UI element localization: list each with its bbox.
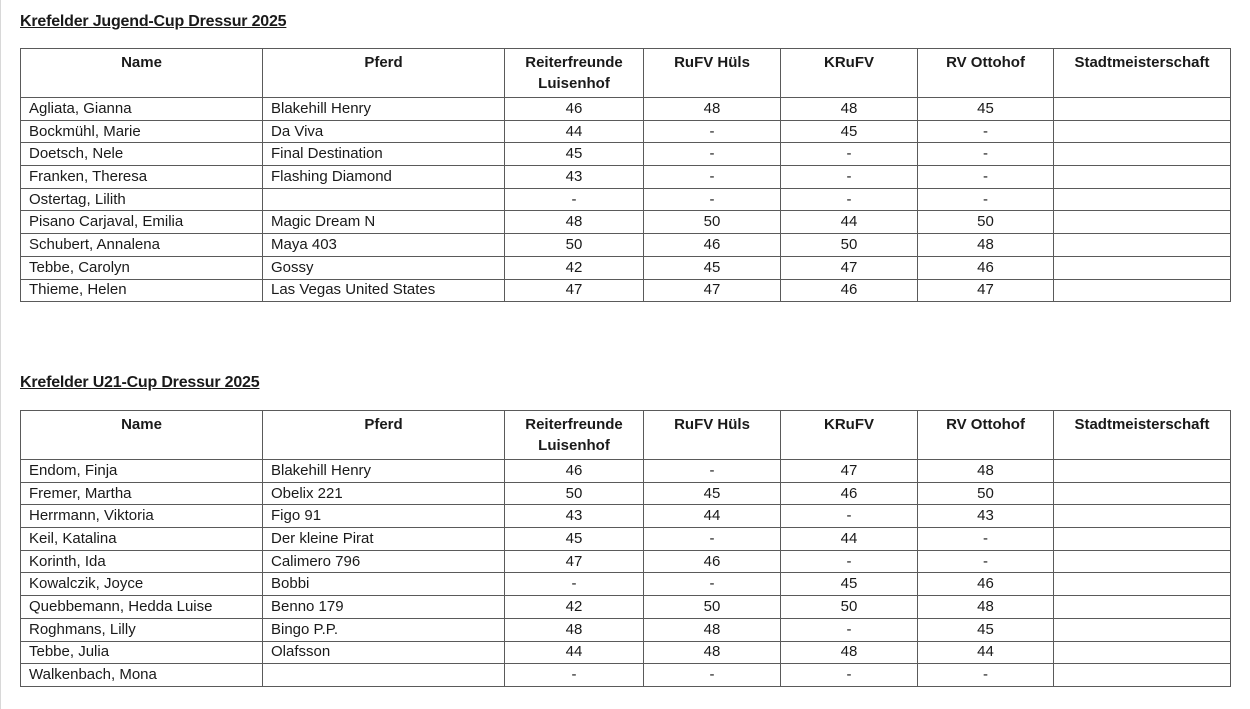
header-name: Name bbox=[21, 49, 263, 98]
cell-rider-name: Kowalczik, Joyce bbox=[21, 573, 263, 596]
header-rufv-huels: RuFV Hüls bbox=[644, 411, 781, 460]
cell-score-rufv-huels: 50 bbox=[644, 596, 781, 619]
cell-score-stadtmeisterschaft bbox=[1054, 505, 1231, 528]
header-reiterfreunde-luisenhof: Reiterfreunde Luisenhof bbox=[505, 49, 644, 98]
cell-score-rv-ottohof: 48 bbox=[918, 460, 1054, 483]
u21-cup-title: Krefelder U21-Cup Dressur 2025 bbox=[20, 374, 260, 391]
cell-score-rufv-huels: - bbox=[644, 120, 781, 143]
cell-score-stadtmeisterschaft bbox=[1054, 550, 1231, 573]
cell-rider-name: Bockmühl, Marie bbox=[21, 120, 263, 143]
cell-rider-name: Tebbe, Carolyn bbox=[21, 256, 263, 279]
cell-score-stadtmeisterschaft bbox=[1054, 618, 1231, 641]
cell-score-stadtmeisterschaft bbox=[1054, 460, 1231, 483]
table-row bbox=[21, 528, 1231, 551]
cell-score-rufv-huels: 47 bbox=[644, 279, 781, 302]
cell-score-krufv: - bbox=[781, 166, 918, 189]
cell-score-reiterfreunde-luisenhof: 48 bbox=[505, 618, 644, 641]
cell-rider-name: Pisano Carjaval, Emilia bbox=[21, 211, 263, 234]
table-row bbox=[21, 573, 1231, 596]
header-stadtmeisterschaft: Stadtmeisterschaft bbox=[1054, 49, 1231, 98]
cell-rider-name: Ostertag, Lilith bbox=[21, 188, 263, 211]
cell-score-reiterfreunde-luisenhof: 42 bbox=[505, 256, 644, 279]
table-row bbox=[21, 460, 1231, 483]
cell-score-reiterfreunde-luisenhof: 50 bbox=[505, 482, 644, 505]
cell-score-reiterfreunde-luisenhof: - bbox=[505, 188, 644, 211]
cell-score-krufv: 45 bbox=[781, 573, 918, 596]
cell-horse: Calimero 796 bbox=[263, 550, 505, 573]
table-row bbox=[21, 143, 1231, 166]
cell-horse: Obelix 221 bbox=[263, 482, 505, 505]
cell-score-stadtmeisterschaft bbox=[1054, 256, 1231, 279]
cell-score-reiterfreunde-luisenhof: - bbox=[505, 573, 644, 596]
cell-rider-name: Herrmann, Viktoria bbox=[21, 505, 263, 528]
header-horse: Pferd bbox=[263, 49, 505, 98]
cell-score-reiterfreunde-luisenhof: 50 bbox=[505, 234, 644, 257]
cell-score-stadtmeisterschaft bbox=[1054, 482, 1231, 505]
table-row bbox=[21, 618, 1231, 641]
cell-score-stadtmeisterschaft bbox=[1054, 641, 1231, 664]
table-row bbox=[21, 188, 1231, 211]
cell-score-reiterfreunde-luisenhof: - bbox=[505, 664, 644, 687]
cell-score-rv-ottohof: 45 bbox=[918, 618, 1054, 641]
cell-score-rufv-huels: 45 bbox=[644, 482, 781, 505]
cell-score-reiterfreunde-luisenhof: 44 bbox=[505, 641, 644, 664]
cell-score-rv-ottohof: - bbox=[918, 120, 1054, 143]
cell-score-rufv-huels: 50 bbox=[644, 211, 781, 234]
cell-score-krufv: 44 bbox=[781, 528, 918, 551]
cell-score-reiterfreunde-luisenhof: 45 bbox=[505, 528, 644, 551]
cell-rider-name: Korinth, Ida bbox=[21, 550, 263, 573]
table-row bbox=[21, 505, 1231, 528]
u21-cup-table bbox=[20, 410, 1231, 687]
header-rv-ottohof: RV Ottohof bbox=[918, 411, 1054, 460]
cell-score-rufv-huels: - bbox=[644, 573, 781, 596]
header-rv-ottohof: RV Ottohof bbox=[918, 49, 1054, 98]
table-row bbox=[21, 550, 1231, 573]
cell-score-stadtmeisterschaft bbox=[1054, 188, 1231, 211]
cell-score-rufv-huels: 48 bbox=[644, 641, 781, 664]
cell-horse: Da Viva bbox=[263, 120, 505, 143]
cell-score-krufv: - bbox=[781, 550, 918, 573]
cell-score-rv-ottohof: 50 bbox=[918, 211, 1054, 234]
cell-score-krufv: 46 bbox=[781, 482, 918, 505]
cell-rider-name: Walkenbach, Mona bbox=[21, 664, 263, 687]
cell-score-rv-ottohof: 50 bbox=[918, 482, 1054, 505]
cell-horse: Maya 403 bbox=[263, 234, 505, 257]
cell-score-stadtmeisterschaft bbox=[1054, 528, 1231, 551]
cell-horse: Final Destination bbox=[263, 143, 505, 166]
cell-score-rv-ottohof: 46 bbox=[918, 256, 1054, 279]
cell-score-rufv-huels: 45 bbox=[644, 256, 781, 279]
cell-score-rv-ottohof: 45 bbox=[918, 98, 1054, 121]
u21-cup-rows bbox=[21, 460, 1231, 687]
table-row bbox=[21, 279, 1231, 302]
table-row bbox=[21, 596, 1231, 619]
cell-score-krufv: 50 bbox=[781, 234, 918, 257]
header-name: Name bbox=[21, 411, 263, 460]
table-row bbox=[21, 211, 1231, 234]
table-row bbox=[21, 234, 1231, 257]
cell-score-krufv: 48 bbox=[781, 98, 918, 121]
cell-horse: Magic Dream N bbox=[263, 211, 505, 234]
cell-score-rufv-huels: - bbox=[644, 528, 781, 551]
cell-score-rufv-huels: - bbox=[644, 460, 781, 483]
cell-score-rv-ottohof: 47 bbox=[918, 279, 1054, 302]
cell-score-stadtmeisterschaft bbox=[1054, 279, 1231, 302]
cell-horse: Gossy bbox=[263, 256, 505, 279]
cell-score-krufv: - bbox=[781, 618, 918, 641]
cell-horse: Olafsson bbox=[263, 641, 505, 664]
cell-score-krufv: - bbox=[781, 664, 918, 687]
header-krufv: KRuFV bbox=[781, 49, 918, 98]
cell-score-rv-ottohof: - bbox=[918, 166, 1054, 189]
cell-score-stadtmeisterschaft bbox=[1054, 573, 1231, 596]
cell-score-stadtmeisterschaft bbox=[1054, 664, 1231, 687]
table-row bbox=[21, 120, 1231, 143]
cell-rider-name: Quebbemann, Hedda Luise bbox=[21, 596, 263, 619]
cell-rider-name: Tebbe, Julia bbox=[21, 641, 263, 664]
cell-rider-name: Agliata, Gianna bbox=[21, 98, 263, 121]
cell-score-krufv: - bbox=[781, 188, 918, 211]
cell-score-stadtmeisterschaft bbox=[1054, 234, 1231, 257]
cell-score-rv-ottohof: 46 bbox=[918, 573, 1054, 596]
cell-score-krufv: 50 bbox=[781, 596, 918, 619]
cell-score-krufv: 48 bbox=[781, 641, 918, 664]
cell-score-reiterfreunde-luisenhof: 48 bbox=[505, 211, 644, 234]
table-row bbox=[21, 641, 1231, 664]
cell-score-stadtmeisterschaft bbox=[1054, 166, 1231, 189]
cell-score-rufv-huels: - bbox=[644, 664, 781, 687]
cell-horse: Flashing Diamond bbox=[263, 166, 505, 189]
cell-score-reiterfreunde-luisenhof: 47 bbox=[505, 550, 644, 573]
cell-score-rv-ottohof: 48 bbox=[918, 596, 1054, 619]
table-row bbox=[21, 482, 1231, 505]
cell-score-rv-ottohof: 44 bbox=[918, 641, 1054, 664]
header-horse: Pferd bbox=[263, 411, 505, 460]
cell-score-rufv-huels: - bbox=[644, 188, 781, 211]
cell-score-reiterfreunde-luisenhof: 46 bbox=[505, 460, 644, 483]
cell-rider-name: Endom, Finja bbox=[21, 460, 263, 483]
cell-score-rufv-huels: - bbox=[644, 143, 781, 166]
cell-horse: Bobbi bbox=[263, 573, 505, 596]
cell-horse bbox=[263, 664, 505, 687]
cell-score-stadtmeisterschaft bbox=[1054, 211, 1231, 234]
cell-score-rv-ottohof: - bbox=[918, 143, 1054, 166]
cell-rider-name: Fremer, Martha bbox=[21, 482, 263, 505]
cell-score-rv-ottohof: - bbox=[918, 188, 1054, 211]
table-row bbox=[21, 98, 1231, 121]
cell-score-reiterfreunde-luisenhof: 43 bbox=[505, 166, 644, 189]
cell-score-rufv-huels: 48 bbox=[644, 98, 781, 121]
cell-score-reiterfreunde-luisenhof: 42 bbox=[505, 596, 644, 619]
table-row bbox=[21, 664, 1231, 687]
cell-score-rv-ottohof: - bbox=[918, 550, 1054, 573]
cell-rider-name: Doetsch, Nele bbox=[21, 143, 263, 166]
header-stadtmeisterschaft: Stadtmeisterschaft bbox=[1054, 411, 1231, 460]
header-reiterfreunde-luisenhof: Reiterfreunde Luisenhof bbox=[505, 411, 644, 460]
cell-score-rufv-huels: 46 bbox=[644, 550, 781, 573]
cell-score-rufv-huels: 48 bbox=[644, 618, 781, 641]
table-row bbox=[21, 166, 1231, 189]
cell-score-reiterfreunde-luisenhof: 46 bbox=[505, 98, 644, 121]
cell-score-stadtmeisterschaft bbox=[1054, 120, 1231, 143]
table-row bbox=[21, 256, 1231, 279]
cell-score-stadtmeisterschaft bbox=[1054, 98, 1231, 121]
cell-score-rv-ottohof: - bbox=[918, 664, 1054, 687]
cell-score-rv-ottohof: 48 bbox=[918, 234, 1054, 257]
cell-score-krufv: 45 bbox=[781, 120, 918, 143]
cell-score-reiterfreunde-luisenhof: 44 bbox=[505, 120, 644, 143]
cell-score-rv-ottohof: - bbox=[918, 528, 1054, 551]
jugend-cup-rows bbox=[21, 98, 1231, 302]
header-krufv: KRuFV bbox=[781, 411, 918, 460]
cell-score-krufv: 46 bbox=[781, 279, 918, 302]
cell-rider-name: Roghmans, Lilly bbox=[21, 618, 263, 641]
cell-horse: Figo 91 bbox=[263, 505, 505, 528]
table-header-row bbox=[21, 49, 1231, 98]
cell-score-rufv-huels: 46 bbox=[644, 234, 781, 257]
cell-score-krufv: - bbox=[781, 505, 918, 528]
header-rufv-huels: RuFV Hüls bbox=[644, 49, 781, 98]
cell-score-rufv-huels: - bbox=[644, 166, 781, 189]
cell-score-reiterfreunde-luisenhof: 47 bbox=[505, 279, 644, 302]
cell-score-reiterfreunde-luisenhof: 43 bbox=[505, 505, 644, 528]
cell-score-krufv: 44 bbox=[781, 211, 918, 234]
cell-score-reiterfreunde-luisenhof: 45 bbox=[505, 143, 644, 166]
cell-score-krufv: - bbox=[781, 143, 918, 166]
cell-horse: Der kleine Pirat bbox=[263, 528, 505, 551]
cell-horse: Bingo P.P. bbox=[263, 618, 505, 641]
cell-horse: Las Vegas United States bbox=[263, 279, 505, 302]
table-header-row bbox=[21, 411, 1231, 460]
cell-horse: Benno 179 bbox=[263, 596, 505, 619]
cell-horse bbox=[263, 188, 505, 211]
cell-score-rufv-huels: 44 bbox=[644, 505, 781, 528]
cell-score-rv-ottohof: 43 bbox=[918, 505, 1054, 528]
cell-rider-name: Franken, Theresa bbox=[21, 166, 263, 189]
jugend-cup-title: Krefelder Jugend-Cup Dressur 2025 bbox=[20, 13, 287, 30]
cell-score-krufv: 47 bbox=[781, 460, 918, 483]
cell-horse: Blakehill Henry bbox=[263, 460, 505, 483]
cell-rider-name: Thieme, Helen bbox=[21, 279, 263, 302]
cell-score-stadtmeisterschaft bbox=[1054, 143, 1231, 166]
cell-horse: Blakehill Henry bbox=[263, 98, 505, 121]
cell-score-stadtmeisterschaft bbox=[1054, 596, 1231, 619]
cell-score-krufv: 47 bbox=[781, 256, 918, 279]
jugend-cup-table bbox=[20, 48, 1231, 302]
cell-rider-name: Keil, Katalina bbox=[21, 528, 263, 551]
cell-rider-name: Schubert, Annalena bbox=[21, 234, 263, 257]
